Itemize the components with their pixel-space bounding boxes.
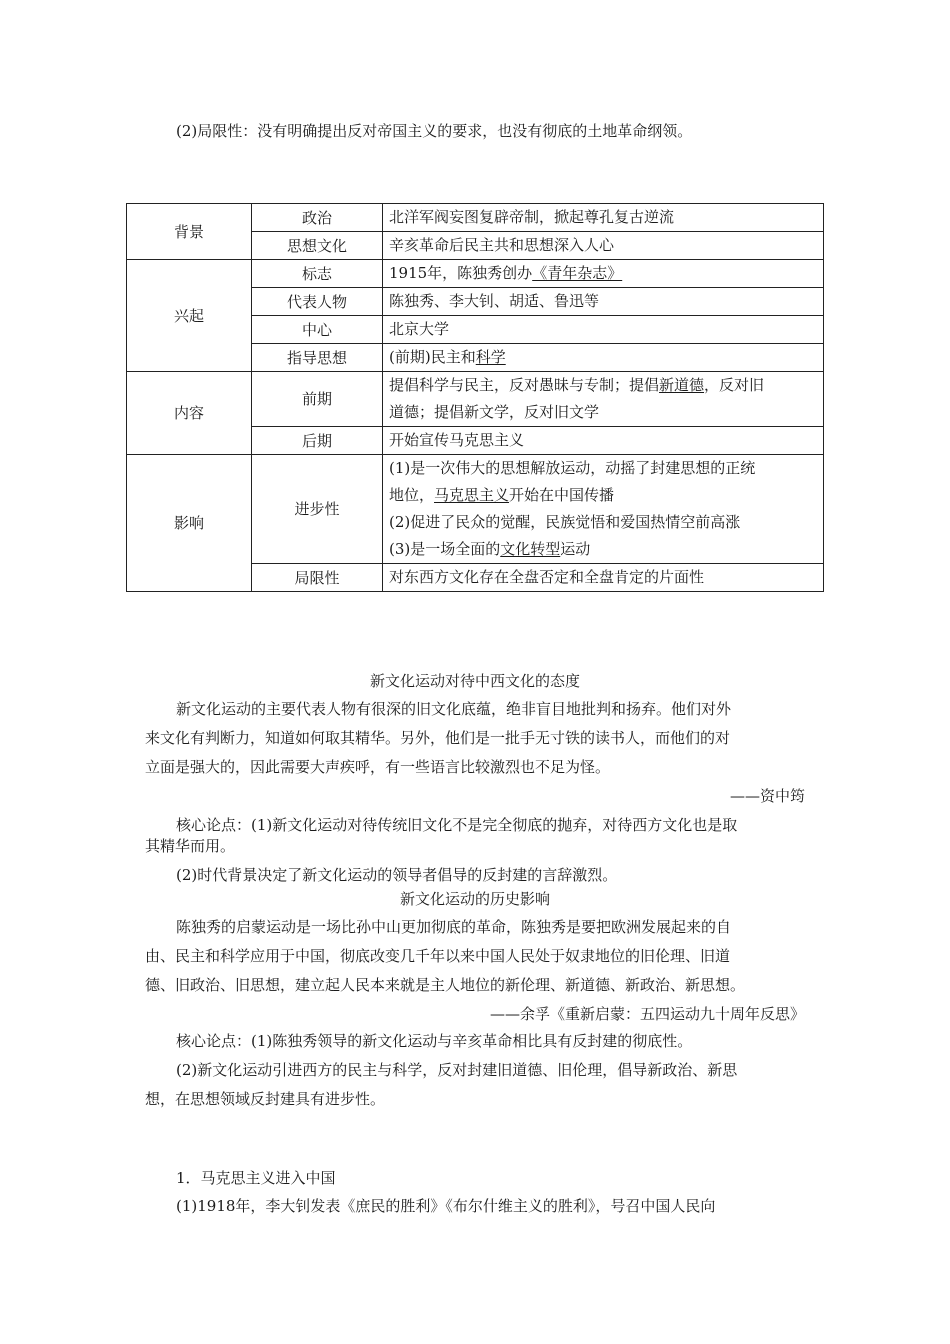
core-point-line: 核心论点：(1)新文化运动对待传统旧文化不是完全彻底的抛弃，对待西方文化也是取 xyxy=(176,816,738,834)
paragraph-line: 立面是强大的，因此需要大声疾呼，有一些语言比较激烈也不足为怪。 xyxy=(145,758,611,776)
content-text: ，反对旧 xyxy=(704,376,765,394)
category-cell: 影响 xyxy=(127,455,252,592)
paragraph-line: 来文化有判断力，知道如何取其精华。另外，他们是一批手无寸铁的读书人，而他们的对 xyxy=(145,729,731,747)
category-cell: 兴起 xyxy=(127,260,252,372)
core-point-line: 其精华而用。 xyxy=(145,837,236,855)
subcategory-cell: 代表人物 xyxy=(252,288,383,316)
paragraph-line: 新文化运动的主要代表人物有很深的旧文化底蕴，绝非盲目地批判和扬弃。他们对外 xyxy=(176,700,732,718)
underlined-term: 科学 xyxy=(475,348,506,366)
subcategory-cell: 局限性 xyxy=(252,564,383,592)
core-point-line: 核心论点：(1)陈独秀领导的新文化运动与辛亥革命相比具有反封建的彻底性。 xyxy=(176,1032,693,1050)
content-cell: 对东西方文化存在全盘否定和全盘肯定的片面性 xyxy=(383,564,824,592)
content-text: 地位， xyxy=(389,486,435,504)
content-line xyxy=(389,536,817,563)
table-row xyxy=(127,260,824,288)
content-line: (1)是一次伟大的思想解放运动，动摇了封建思想的正统 xyxy=(389,459,756,477)
content-text: 1915年，陈独秀创办 xyxy=(389,264,533,282)
subcategory-cell: 标志 xyxy=(252,260,383,288)
table-row xyxy=(127,455,824,564)
content-text: 运动 xyxy=(560,540,591,558)
content-cell xyxy=(383,455,824,564)
core-point-line: 想，在思想领域反封建具有进步性。 xyxy=(145,1090,386,1108)
subcategory-cell: 前期 xyxy=(252,372,383,427)
core-point-line: (2)时代背景决定了新文化运动的领导者倡导的反封建的言辞激烈。 xyxy=(176,866,618,884)
content-cell: 开始宣传马克思主义 xyxy=(383,427,824,455)
content-cell: 北京大学 xyxy=(383,316,824,344)
underlined-term: 新道德 xyxy=(659,376,705,394)
category-cell: 内容 xyxy=(127,372,252,455)
content-line xyxy=(389,482,817,509)
subcategory-cell: 中心 xyxy=(252,316,383,344)
core-point-line: (2)新文化运动引进西方的民主与科学，反对封建旧道德、旧伦理，倡导新政治、新思 xyxy=(176,1061,738,1079)
category-cell: 背景 xyxy=(127,204,252,260)
source-attribution: ——资中筠 xyxy=(729,787,805,805)
content-cell: 北洋军阀妄图复辟帝制，掀起尊孔复古逆流 xyxy=(383,204,824,232)
content-line: 道德；提倡新文学，反对旧文学 xyxy=(389,403,600,421)
paragraph-line: (1)1918年，李大钊发表《庶民的胜利》《布尔什维主义的胜利》，号召中国人民向 xyxy=(176,1197,716,1215)
content-text: 开始在中国传播 xyxy=(509,486,615,504)
section-title: 新文化运动对待中西文化的态度 xyxy=(369,672,580,690)
summary-table xyxy=(126,203,824,592)
subcategory-cell: 进步性 xyxy=(252,455,383,564)
content-cell xyxy=(383,372,824,427)
content-cell xyxy=(383,260,824,288)
underlined-term: 文化转型 xyxy=(500,540,561,558)
subcategory-cell: 政治 xyxy=(252,204,383,232)
content-text: 提倡科学与民主，反对愚昧与专制；提倡 xyxy=(389,376,660,394)
underlined-term: 马克思主义 xyxy=(434,486,510,504)
content-text: (3)是一场全面的 xyxy=(389,540,501,558)
subcategory-cell: 思想文化 xyxy=(252,232,383,260)
content-text: (前期)民主和 xyxy=(389,348,476,366)
table-row xyxy=(127,372,824,427)
top-note: (2)局限性：没有明确提出反对帝国主义的要求，也没有彻底的土地革命纲领。 xyxy=(176,122,693,140)
content-cell: 陈独秀、李大钊、胡适、鲁迅等 xyxy=(383,288,824,316)
content-cell: 辛亥革命后民主共和思想深入人心 xyxy=(383,232,824,260)
section-title: 新文化运动的历史影响 xyxy=(399,890,550,908)
source-attribution: ——余孚《重新启蒙：五四运动九十周年反思》 xyxy=(489,1005,805,1023)
content-line xyxy=(389,372,817,399)
underlined-term: 《青年杂志》 xyxy=(532,264,623,282)
paragraph-line: 陈独秀的启蒙运动是一场比孙中山更加彻底的革命，陈独秀是要把欧洲发展起来的自 xyxy=(176,918,732,936)
subcategory-cell: 指导思想 xyxy=(252,344,383,372)
content-cell xyxy=(383,344,824,372)
table-row xyxy=(127,204,824,232)
section-heading: 1．马克思主义进入中国 xyxy=(176,1169,336,1187)
content-line: (2)促进了民众的觉醒，民族觉悟和爱国热情空前高涨 xyxy=(389,513,741,531)
paragraph-line: 由、民主和科学应用于中国，彻底改变几千年以来中国人民处于奴隶地位的旧伦理、旧道 xyxy=(145,947,731,965)
subcategory-cell: 后期 xyxy=(252,427,383,455)
paragraph-line: 德、旧政治、旧思想，建立起人民本来就是主人地位的新伦理、新道德、新政治、新思想。 xyxy=(145,976,746,994)
